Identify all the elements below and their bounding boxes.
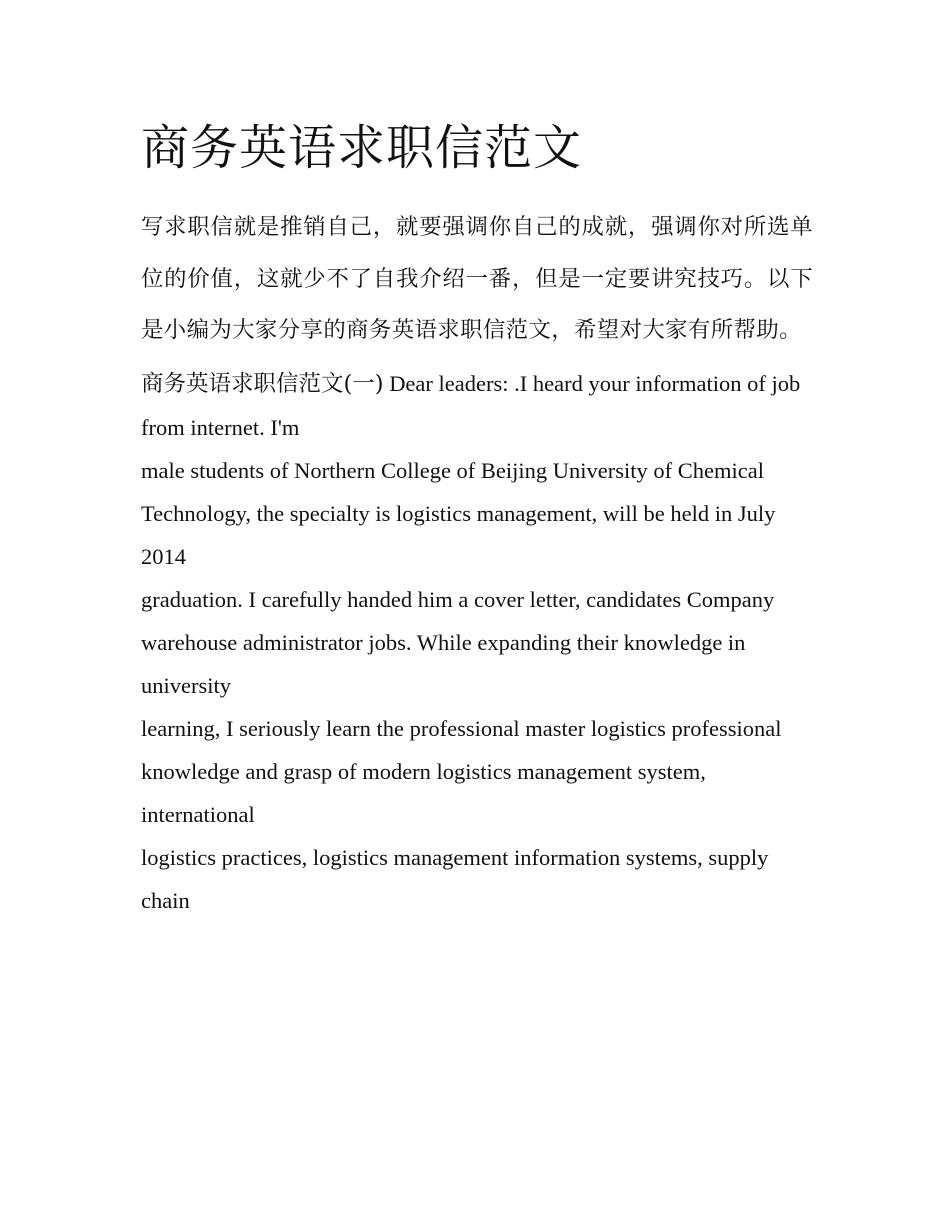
letter-line-1 [141, 362, 813, 449]
letter-body [141, 362, 813, 922]
letter-text-line: logistics practices, logistics management information systems, supply chain [141, 844, 769, 913]
document-title: 商务英语求职信范文 [141, 120, 583, 176]
letter-text-line: learning, I seriously learn the professional master logistics professional [141, 715, 782, 741]
letter-text-line: knowledge and grasp of modern logistics management system, international [141, 758, 706, 827]
intro-paragraph: 写求职信就是推销自己，就要强调你自己的成就，强调你对所选单位的价值，这就少不了自我介绍一番，但是一定要讲究技巧。以下是小编为大家分享的商务英语求职信范文，希望对大家有所帮助。 [141, 214, 813, 343]
letter-text-line: male students of Northern College of Beijing University of Chemical [141, 457, 764, 483]
document-page [141, 108, 813, 922]
letter-text-line: warehouse administrator jobs. While expanding their knowledge in university [141, 629, 746, 698]
letter-text-line: Dear leaders: .I heard your information of job from internet. I'm [141, 370, 801, 440]
letter-heading: 商务英语求职信范文(一) [141, 370, 384, 397]
letter-text-line: Technology, the specialty is logistics management, will be held in July 2014 [141, 500, 776, 569]
letter-text-line: graduation. I carefully handed him a cover letter, candidates Company [141, 586, 775, 612]
